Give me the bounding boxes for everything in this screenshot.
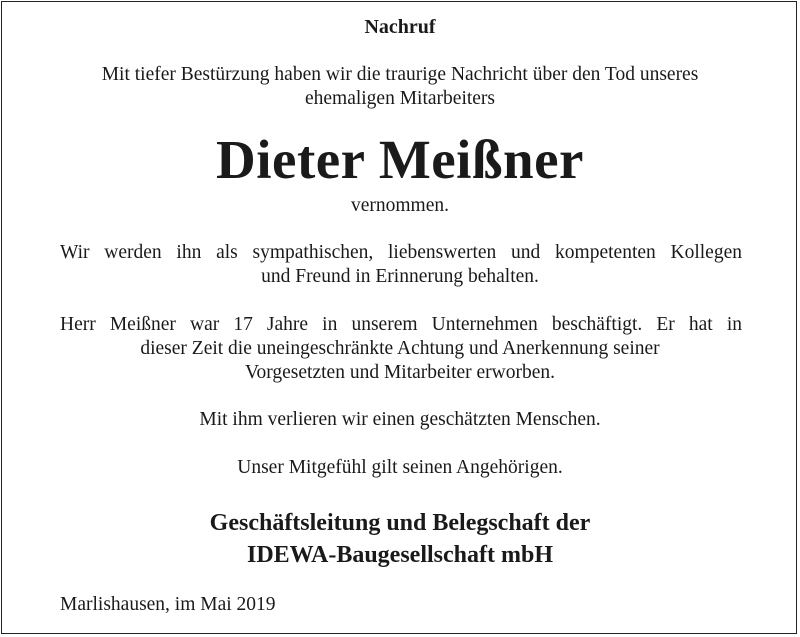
signature-line-2: IDEWA-Baugesellschaft mbH <box>246 542 553 568</box>
place-and-date: Marlishausen, im Mai 2019 <box>60 594 276 615</box>
paragraph-1-line-1: Wir werden ihn als sympathischen, liebenswerten und kompetenten Kollegen <box>60 242 742 263</box>
signature-line-1: Geschäftsleitung und Belegschaft der <box>209 510 591 536</box>
after-name-text: vernommen. <box>350 195 449 216</box>
paragraph-1-line-2: und Freund in Erinnerung behalten. <box>261 266 539 287</box>
deceased-name: Dieter Meißner <box>216 129 584 190</box>
paragraph-2-line-1: Herr Meißner war 17 Jahre in unserem Unternehmen beschäftigt. Er hat in <box>60 314 742 335</box>
notice-heading: Nachruf <box>364 16 436 38</box>
paragraph-3: Mit ihm verlieren wir einen geschätzten Menschen. <box>199 409 601 430</box>
intro-text-line-1: Mit tiefer Bestürzung haben wir die traurige Nachricht über den Tod unseres <box>101 64 699 85</box>
paragraph-2-line-2: dieser Zeit die uneingeschränkte Achtung und Anerkennung seiner <box>140 338 660 359</box>
paragraph-2-line-3: Vorgesetzten und Mitarbeiter erworben. <box>244 362 556 383</box>
paragraph-4: Unser Mitgefühl gilt seinen Angehörigen. <box>237 457 563 478</box>
intro-text-line-2: ehemaligen Mitarbeiters <box>304 88 496 109</box>
